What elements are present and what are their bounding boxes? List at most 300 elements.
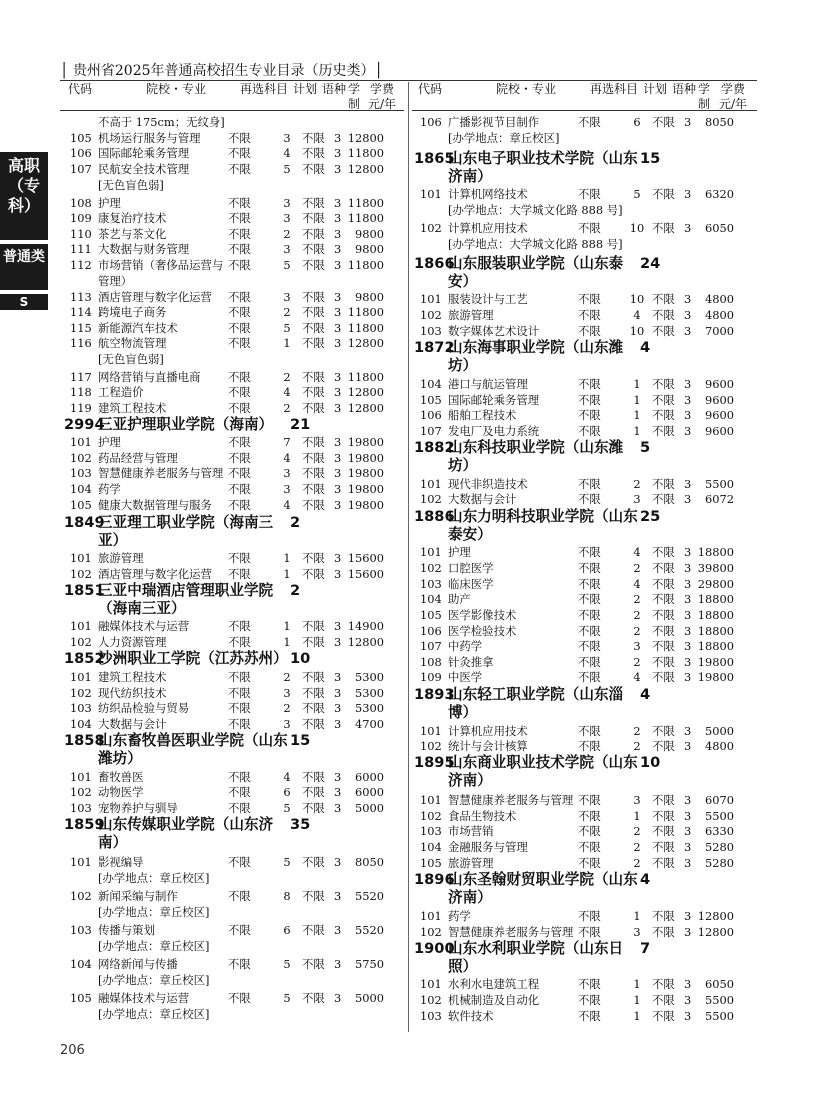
years: 3 — [334, 131, 342, 145]
school-code: 1852 — [64, 650, 105, 667]
years: 3 — [334, 370, 342, 384]
column-divider — [408, 82, 409, 1032]
col-lang: 语种 — [671, 82, 696, 96]
column-header-right — [416, 82, 756, 112]
program-code: 102 — [70, 635, 92, 649]
tuition-fee: 12800 — [347, 131, 384, 145]
subject-requirement: 不限 — [578, 221, 601, 235]
school-plan-total: 35 — [290, 816, 311, 833]
program-code: 102 — [70, 451, 92, 465]
program-code: 107 — [420, 639, 442, 653]
language: 不限 — [652, 909, 675, 923]
school-heading — [414, 508, 754, 544]
school-plan-total: 21 — [290, 416, 311, 433]
years: 3 — [684, 977, 692, 991]
years: 3 — [334, 435, 342, 449]
program-name: 护理 — [98, 196, 121, 210]
school-code: 1900 — [414, 940, 455, 957]
program-code: 101 — [70, 855, 92, 869]
subject-requirement: 不限 — [228, 686, 251, 700]
program-code: 102 — [420, 809, 442, 823]
school-name-cont: 坊） — [448, 357, 478, 374]
subject-requirement: 不限 — [578, 592, 601, 606]
program-code: 103 — [70, 701, 92, 715]
school-plan-total: 25 — [640, 508, 661, 525]
subject-requirement: 不限 — [578, 670, 601, 684]
col-plan: 计划 — [292, 82, 317, 96]
col-yrs-1: 学 — [347, 82, 360, 96]
years: 3 — [334, 717, 342, 731]
school-plan-total: 15 — [290, 732, 311, 749]
tuition-fee: 7000 — [705, 324, 734, 338]
school-name-cont: 安） — [448, 273, 478, 290]
years: 3 — [334, 290, 342, 304]
school-code: 1882 — [414, 439, 455, 456]
school-name: 三亚中瑞酒店管理职业学院 — [98, 582, 274, 599]
plan-count: 3 — [633, 639, 641, 653]
language: 不限 — [302, 855, 325, 869]
program-name: 市场营销 — [448, 824, 494, 838]
plan-count: 2 — [633, 724, 641, 738]
plan-count: 3 — [283, 466, 291, 480]
program-code: 111 — [70, 242, 92, 256]
plan-count: 1 — [633, 993, 641, 1007]
program-code: 103 — [70, 466, 92, 480]
plan-count: 3 — [633, 925, 641, 939]
program-name: 机场运行服务与管理 — [98, 131, 201, 145]
subject-requirement: 不限 — [228, 242, 251, 256]
years: 3 — [684, 639, 692, 653]
program-name: 智慧健康养老服务与管理 — [448, 925, 574, 939]
subject-requirement: 不限 — [578, 492, 601, 506]
years: 3 — [334, 146, 342, 160]
program-name: 民航安全技术管理 — [98, 162, 190, 176]
subject-requirement: 不限 — [578, 793, 601, 807]
program-name: 发电厂及电力系统 — [448, 424, 540, 438]
subject-requirement: 不限 — [578, 977, 601, 991]
plan-count: 10 — [629, 324, 645, 338]
tuition-fee: 12800 — [347, 635, 384, 649]
years: 3 — [334, 785, 342, 799]
subject-requirement: 不限 — [578, 187, 601, 201]
plan-count: 3 — [633, 793, 641, 807]
note: [无色盲色弱] — [98, 178, 164, 192]
plan-count: 1 — [283, 619, 291, 633]
years: 3 — [334, 889, 342, 903]
school-heading — [414, 439, 754, 475]
school-heading — [414, 940, 754, 976]
years: 3 — [334, 670, 342, 684]
program-code: 105 — [420, 856, 442, 870]
program-name: 临床医学 — [448, 577, 494, 591]
program-code: 102 — [420, 561, 442, 575]
school-heading — [414, 686, 754, 722]
program-code: 107 — [420, 424, 442, 438]
subject-requirement: 不限 — [578, 739, 601, 753]
years: 3 — [334, 227, 342, 241]
years: 3 — [334, 923, 342, 937]
plan-count: 1 — [633, 977, 641, 991]
years: 3 — [684, 856, 692, 870]
col-code: 代码 — [417, 82, 442, 96]
subject-requirement: 不限 — [578, 993, 601, 1007]
language: 不限 — [302, 466, 325, 480]
plan-count: 3 — [283, 290, 291, 304]
col-code: 代码 — [67, 82, 92, 96]
program-name: 智慧健康养老服务与管理 — [98, 466, 224, 480]
school-name: 山东电子职业技术学院（山东 — [448, 150, 638, 167]
years: 3 — [684, 324, 692, 338]
program-code: 102 — [420, 739, 442, 753]
language: 不限 — [302, 290, 325, 304]
years: 3 — [684, 221, 692, 235]
years: 3 — [684, 655, 692, 669]
tuition-fee: 19800 — [697, 670, 734, 684]
program-code: 103 — [420, 324, 442, 338]
plan-count: 5 — [283, 321, 291, 335]
school-name: 沙洲职业工学院（江苏苏州） — [98, 650, 288, 667]
subject-requirement: 不限 — [228, 227, 251, 241]
program-name: 统计与会计核算 — [448, 739, 528, 753]
col-yrs-1: 学 — [697, 82, 710, 96]
program-name: 新闻采编与制作 — [98, 889, 178, 903]
years: 3 — [684, 545, 692, 559]
side-tab-vocational: 高职（专科） — [0, 152, 48, 240]
language: 不限 — [652, 187, 675, 201]
plan-count: 3 — [283, 717, 291, 731]
program-code: 107 — [70, 162, 92, 176]
tuition-fee: 4800 — [705, 739, 734, 753]
program-code: 104 — [420, 377, 442, 391]
plan-count: 3 — [283, 196, 291, 210]
plan-count: 2 — [283, 670, 291, 684]
tuition-fee: 14900 — [347, 619, 384, 633]
subject-requirement: 不限 — [578, 393, 601, 407]
subject-requirement: 不限 — [578, 624, 601, 638]
years: 3 — [334, 466, 342, 480]
language: 不限 — [302, 551, 325, 565]
subject-requirement: 不限 — [578, 308, 601, 322]
program-name: 医学影像技术 — [448, 608, 517, 622]
program-code: 119 — [70, 401, 92, 415]
tuition-fee: 5500 — [705, 993, 734, 1007]
program-code: 101 — [420, 545, 442, 559]
tuition-fee: 5500 — [705, 477, 734, 491]
school-heading — [64, 514, 404, 550]
school-name: 三亚护理职业学院（海南） — [98, 416, 274, 433]
tuition-fee: 9800 — [355, 290, 384, 304]
program-code: 117 — [70, 370, 92, 384]
language: 不限 — [302, 227, 325, 241]
years: 3 — [684, 408, 692, 422]
tuition-fee: 5280 — [705, 840, 734, 854]
years: 3 — [684, 793, 692, 807]
subject-requirement: 不限 — [578, 324, 601, 338]
subject-requirement: 不限 — [228, 451, 251, 465]
years: 3 — [334, 385, 342, 399]
school-code: 1872 — [414, 339, 455, 356]
years: 3 — [684, 1009, 692, 1023]
col-yrs-2: 制 — [347, 97, 360, 111]
program-code: 102 — [420, 492, 442, 506]
program-code: 104 — [70, 482, 92, 496]
plan-count: 1 — [633, 1009, 641, 1023]
program-code: 101 — [70, 770, 92, 784]
program-name: 水利水电建筑工程 — [448, 977, 540, 991]
note: 不高于 175cm；无纹身] — [98, 115, 225, 129]
language: 不限 — [652, 1009, 675, 1023]
plan-count: 2 — [633, 840, 641, 854]
years: 3 — [334, 686, 342, 700]
program-code: 104 — [420, 592, 442, 606]
plan-count: 8 — [283, 889, 291, 903]
years: 3 — [334, 451, 342, 465]
language: 不限 — [652, 809, 675, 823]
language: 不限 — [652, 492, 675, 506]
language: 不限 — [302, 146, 325, 160]
tuition-fee: 5280 — [705, 856, 734, 870]
school-plan-total: 2 — [290, 582, 301, 599]
tuition-fee: 11800 — [347, 211, 384, 225]
program-code: 103 — [420, 1009, 442, 1023]
subject-requirement: 不限 — [578, 477, 601, 491]
program-name: 旅游管理 — [98, 551, 144, 565]
school-heading — [64, 582, 404, 618]
plan-count: 2 — [283, 401, 291, 415]
years: 3 — [684, 477, 692, 491]
school-name: 山东力明科技职业学院（山东 — [448, 508, 638, 525]
language: 不限 — [302, 321, 325, 335]
tuition-fee: 15600 — [347, 567, 384, 581]
tuition-fee: 19800 — [347, 451, 384, 465]
plan-count: 2 — [633, 739, 641, 753]
language: 不限 — [652, 115, 675, 129]
years: 3 — [334, 801, 342, 815]
tuition-fee: 29800 — [697, 577, 734, 591]
school-name: 山东畜牧兽医职业学院（山东 — [98, 732, 288, 749]
years: 3 — [334, 770, 342, 784]
language: 不限 — [652, 424, 675, 438]
program-name: 融媒体技术与运营 — [98, 619, 190, 633]
tuition-fee: 11800 — [347, 196, 384, 210]
subject-requirement: 不限 — [228, 889, 251, 903]
school-code: 1886 — [414, 508, 455, 525]
subject-requirement: 不限 — [228, 855, 251, 869]
plan-count: 4 — [283, 385, 291, 399]
plan-count: 3 — [283, 131, 291, 145]
school-heading — [414, 255, 754, 291]
plan-count: 2 — [283, 305, 291, 319]
language: 不限 — [652, 561, 675, 575]
school-name-cont: 坊） — [448, 457, 478, 474]
language: 不限 — [302, 991, 325, 1005]
school-plan-total: 2 — [290, 514, 301, 531]
note: [办学地点：章丘校区] — [98, 1007, 210, 1021]
program-name: 健康大数据管理与服务 — [98, 498, 212, 512]
plan-count: 5 — [633, 187, 641, 201]
program-code: 108 — [70, 196, 92, 210]
program-name: 大数据与会计 — [98, 717, 167, 731]
program-code: 103 — [420, 824, 442, 838]
col-name: 院校・专业 — [145, 82, 206, 96]
subject-requirement: 不限 — [228, 385, 251, 399]
school-name: 山东传媒职业学院（山东济 — [98, 816, 274, 833]
years: 3 — [684, 292, 692, 306]
plan-count: 4 — [633, 670, 641, 684]
program-name: 大数据与会计 — [448, 492, 517, 506]
program-name: 航空物流管理 — [98, 336, 167, 350]
subject-requirement: 不限 — [228, 701, 251, 715]
program-name: 市场营销（奢侈品运营与 — [98, 258, 224, 272]
program-name: 广播影视节目制作 — [448, 115, 540, 129]
plan-count: 3 — [283, 211, 291, 225]
tuition-fee: 5000 — [355, 991, 384, 1005]
language: 不限 — [652, 624, 675, 638]
tuition-fee: 19800 — [347, 498, 384, 512]
program-code: 101 — [420, 292, 442, 306]
program-name: 动物医学 — [98, 785, 144, 799]
program-code: 118 — [70, 385, 92, 399]
school-name: 山东服装职业学院（山东泰 — [448, 255, 624, 272]
language: 不限 — [302, 385, 325, 399]
school-heading — [414, 150, 754, 186]
years: 3 — [684, 925, 692, 939]
language: 不限 — [302, 923, 325, 937]
school-heading — [64, 650, 404, 668]
plan-count: 1 — [633, 809, 641, 823]
language: 不限 — [652, 324, 675, 338]
school-plan-total: 15 — [640, 150, 661, 167]
program-code: 108 — [420, 655, 442, 669]
subject-requirement: 不限 — [228, 957, 251, 971]
school-code: 2994 — [64, 416, 105, 433]
school-name: 山东圣翰财贸职业学院（山东 — [448, 871, 638, 888]
school-plan-total: 4 — [640, 686, 651, 703]
language: 不限 — [302, 801, 325, 815]
program-name: 茶艺与茶文化 — [98, 227, 167, 241]
plan-count: 3 — [283, 242, 291, 256]
subject-requirement: 不限 — [228, 258, 251, 272]
tuition-fee: 6000 — [355, 785, 384, 799]
language: 不限 — [652, 724, 675, 738]
language: 不限 — [652, 408, 675, 422]
years: 3 — [684, 739, 692, 753]
plan-count: 3 — [283, 686, 291, 700]
language: 不限 — [652, 856, 675, 870]
plan-count: 4 — [283, 770, 291, 784]
plan-count: 2 — [283, 701, 291, 715]
subject-requirement: 不限 — [228, 991, 251, 1005]
language: 不限 — [652, 824, 675, 838]
col-plan: 计划 — [642, 82, 667, 96]
plan-count: 5 — [283, 162, 291, 176]
program-code: 115 — [70, 321, 92, 335]
plan-count: 2 — [283, 227, 291, 241]
program-name: 影视编导 — [98, 855, 144, 869]
language: 不限 — [302, 686, 325, 700]
language: 不限 — [302, 701, 325, 715]
years: 3 — [684, 115, 692, 129]
school-name-cont: 博） — [448, 704, 478, 721]
language: 不限 — [302, 196, 325, 210]
program-name: 旅游管理 — [448, 856, 494, 870]
header-rule — [60, 80, 757, 81]
language: 不限 — [652, 545, 675, 559]
program-name: 酒店管理与数字化运营 — [98, 567, 212, 581]
language: 不限 — [302, 162, 325, 176]
years: 3 — [334, 401, 342, 415]
language: 不限 — [652, 670, 675, 684]
program-name: 计算机应用技术 — [448, 724, 528, 738]
plan-count: 4 — [283, 146, 291, 160]
school-heading — [64, 732, 404, 768]
subject-requirement: 不限 — [578, 577, 601, 591]
tuition-fee: 6050 — [705, 977, 734, 991]
tuition-fee: 5300 — [355, 670, 384, 684]
program-code: 101 — [420, 187, 442, 201]
plan-count: 5 — [283, 991, 291, 1005]
tuition-fee: 9600 — [705, 377, 734, 391]
years: 3 — [334, 498, 342, 512]
years: 3 — [684, 577, 692, 591]
subject-requirement: 不限 — [228, 619, 251, 633]
program-name: 工程造价 — [98, 385, 144, 399]
plan-count: 1 — [283, 551, 291, 565]
tuition-fee: 18800 — [697, 624, 734, 638]
program-code: 102 — [420, 221, 442, 235]
plan-count: 2 — [633, 655, 641, 669]
language: 不限 — [652, 308, 675, 322]
plan-count: 4 — [633, 577, 641, 591]
school-code: 1893 — [414, 686, 455, 703]
language: 不限 — [302, 635, 325, 649]
program-name: 智慧健康养老服务与管理 — [448, 793, 574, 807]
language: 不限 — [302, 889, 325, 903]
plan-count: 2 — [633, 608, 641, 622]
subject-requirement: 不限 — [578, 1009, 601, 1023]
program-name: 新能源汽车技术 — [98, 321, 178, 335]
tuition-fee: 12800 — [697, 925, 734, 939]
subject-requirement: 不限 — [228, 290, 251, 304]
col-fee-1: 学费 — [369, 82, 394, 96]
school-name: 三亚理工职业学院（海南三 — [98, 514, 274, 531]
subject-requirement: 不限 — [228, 336, 251, 350]
school-name-cont: 照） — [448, 958, 478, 975]
program-code: 101 — [420, 724, 442, 738]
program-code: 105 — [420, 393, 442, 407]
subject-requirement: 不限 — [578, 856, 601, 870]
tuition-fee: 5300 — [355, 686, 384, 700]
plan-count: 10 — [629, 221, 645, 235]
program-code: 101 — [420, 909, 442, 923]
tuition-fee: 12800 — [347, 336, 384, 350]
program-name: 建筑工程技术 — [98, 401, 167, 415]
plan-count: 6 — [283, 923, 291, 937]
language: 不限 — [302, 567, 325, 581]
school-plan-total: 10 — [640, 754, 661, 771]
program-name: 药学 — [448, 909, 471, 923]
program-name: 中药学 — [448, 639, 483, 653]
note: [办学地点：章丘校区] — [98, 905, 210, 919]
years: 3 — [334, 991, 342, 1005]
school-heading — [64, 416, 404, 434]
language: 不限 — [302, 957, 325, 971]
plan-count: 1 — [633, 909, 641, 923]
language: 不限 — [652, 393, 675, 407]
program-code: 106 — [420, 115, 442, 129]
program-code: 101 — [70, 551, 92, 565]
years: 3 — [684, 809, 692, 823]
